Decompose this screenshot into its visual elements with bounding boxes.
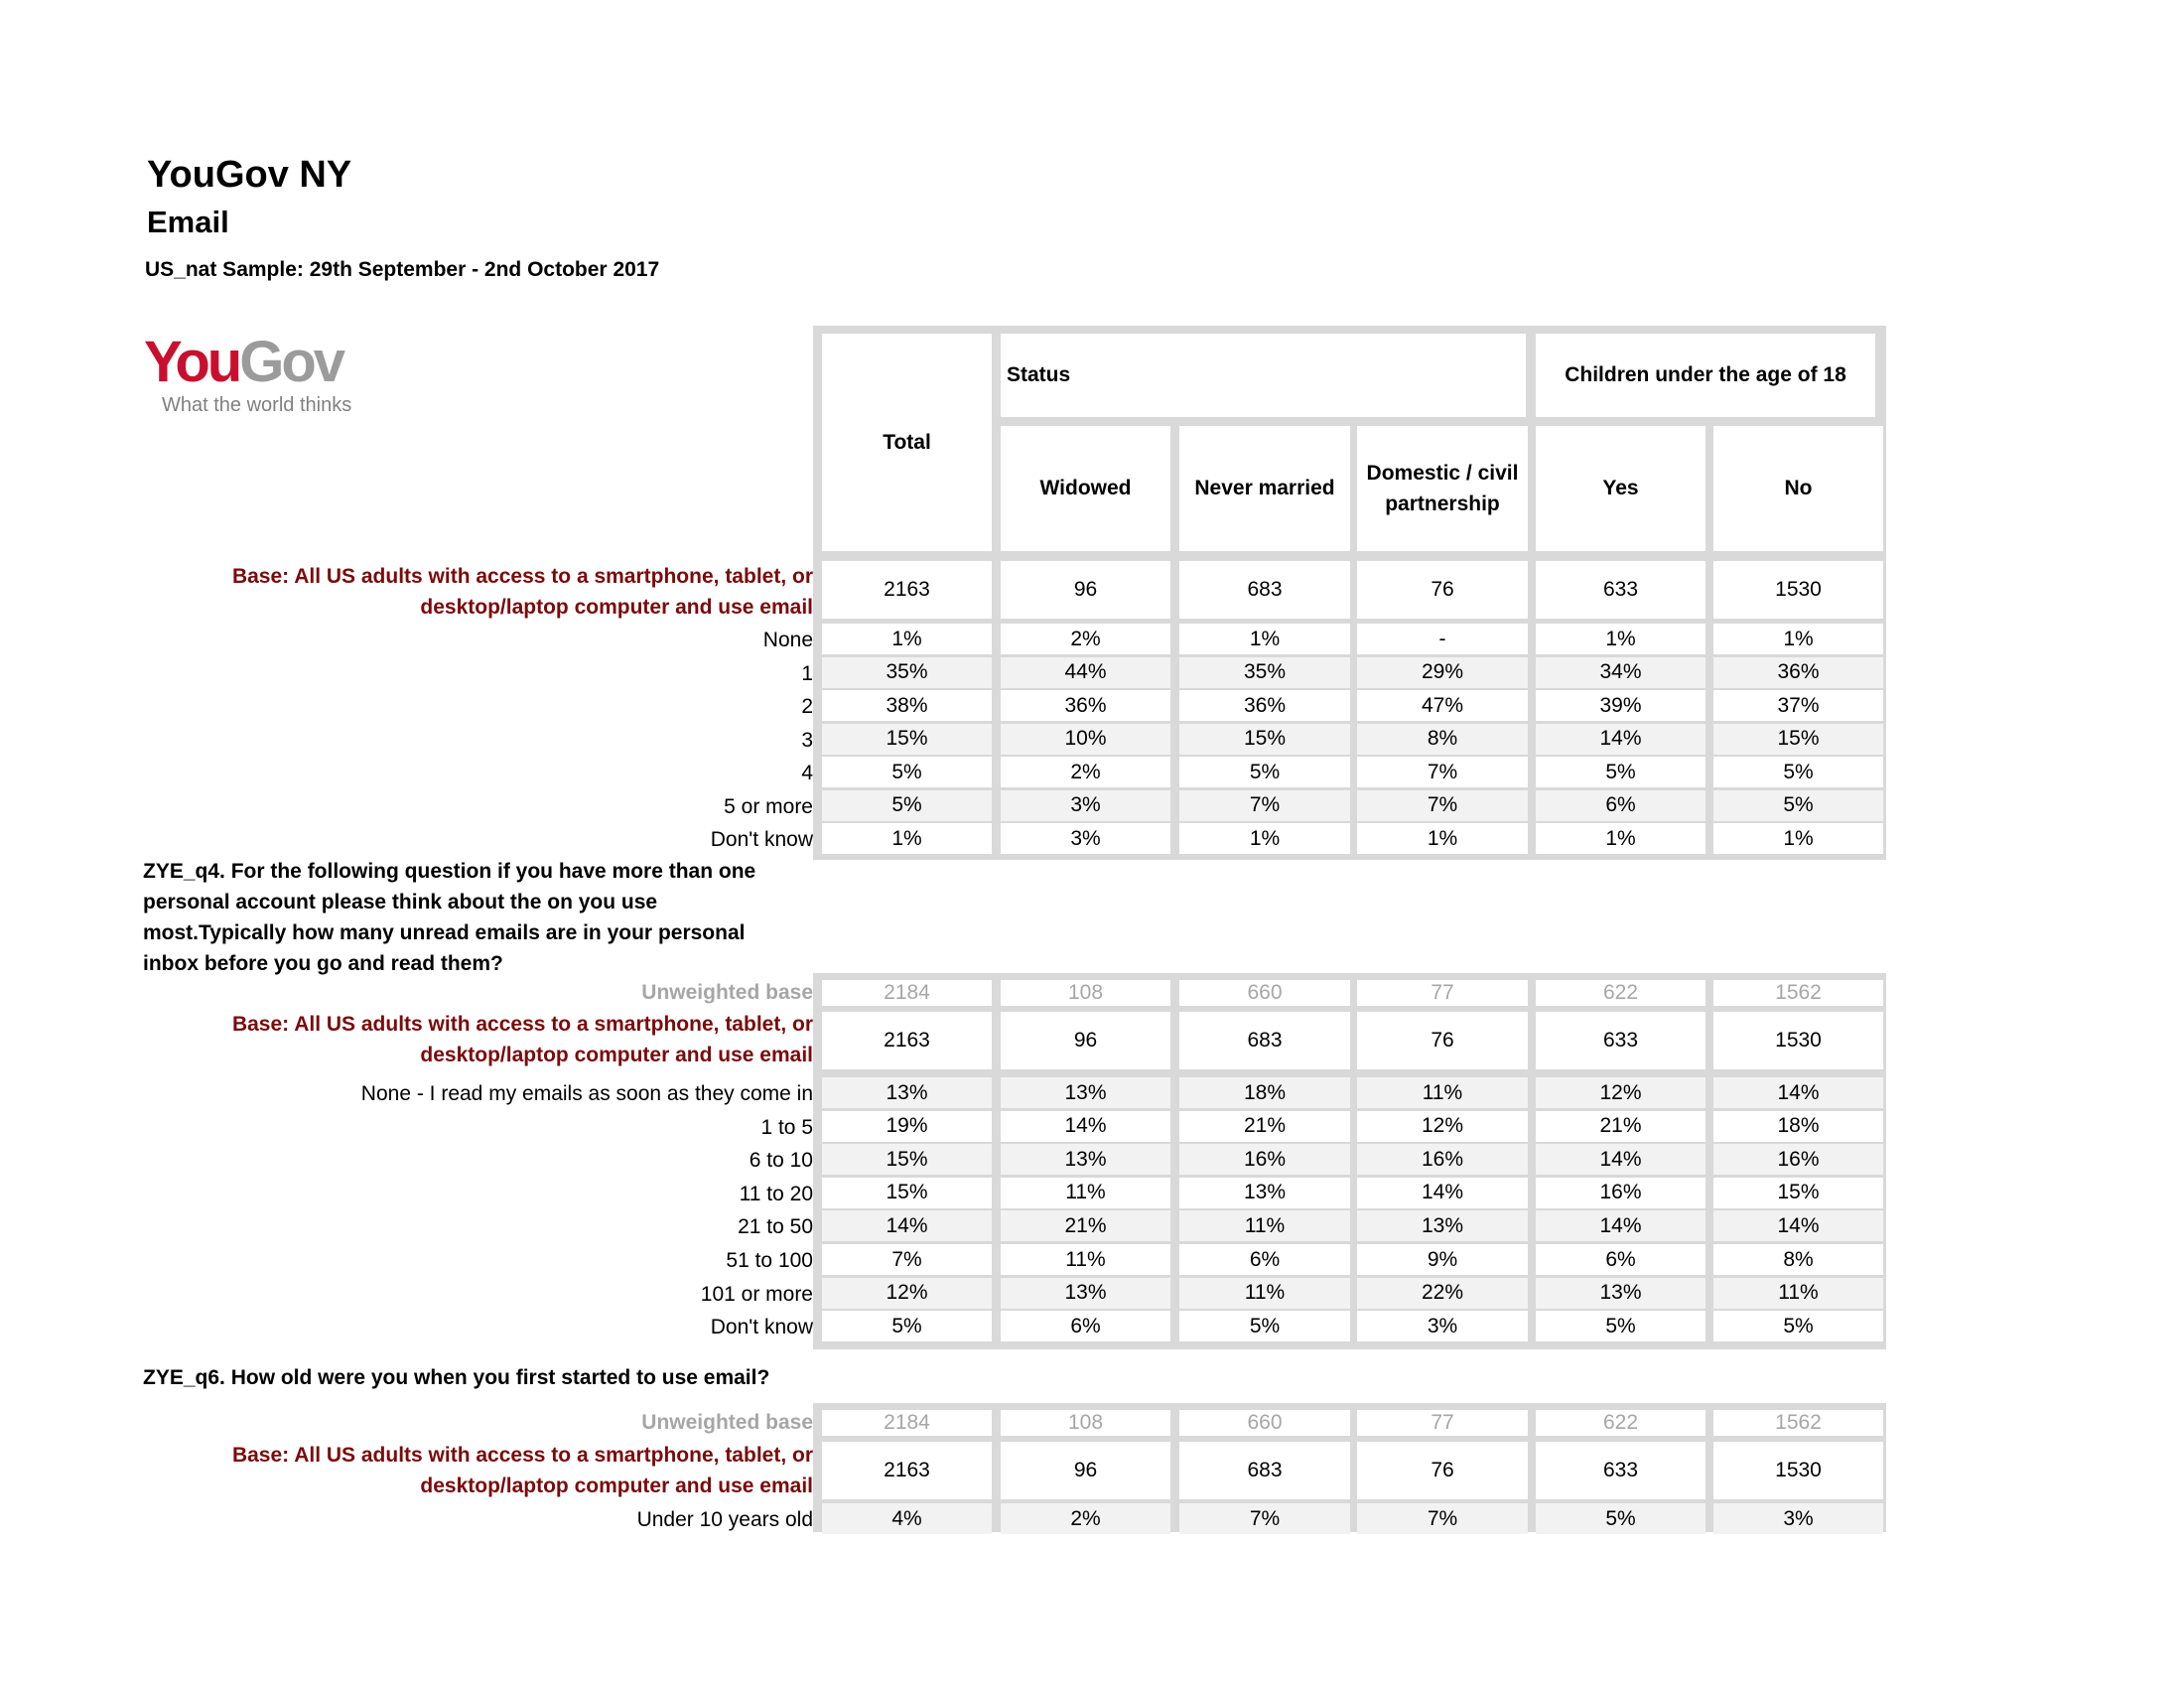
table1-row-cell: 1% xyxy=(1536,624,1706,654)
q6-unweighted-cell: 108 xyxy=(1001,1410,1170,1436)
table1-row-label: 4 xyxy=(801,762,813,784)
q4-row-cell: 11% xyxy=(1001,1178,1170,1208)
q6-unweighted-cell: 77 xyxy=(1357,1410,1528,1436)
q6-unweighted-label: Unweighted base xyxy=(641,1411,813,1434)
sample-description: US_nat Sample: 29th September - 2nd October 2017 xyxy=(145,258,660,281)
table1-row-cell: 29% xyxy=(1357,657,1528,688)
q4-unweighted-cell: 108 xyxy=(1001,980,1170,1006)
q4-row-cell: 13% xyxy=(1357,1210,1528,1241)
q6-base-cell: 76 xyxy=(1357,1442,1528,1499)
q4-row-label: Don't know xyxy=(710,1316,813,1339)
q6-row-cell: 5% xyxy=(1536,1503,1706,1534)
q4-row-cell: 8% xyxy=(1713,1244,1883,1275)
q4-row-cell: 12% xyxy=(822,1278,992,1309)
q4-row-cell: 18% xyxy=(1179,1077,1350,1108)
q4-row-cell: 14% xyxy=(1713,1077,1883,1108)
q4-base-label-line1: Base: All US adults with access to a smartphone, tablet, or xyxy=(231,1013,813,1036)
q4-row-label: 6 to 10 xyxy=(749,1149,813,1173)
table1-row-label: 3 xyxy=(801,728,813,752)
q4-row-cell: 22% xyxy=(1357,1278,1528,1309)
header-yes: Yes xyxy=(1536,426,1706,551)
table1-row-cell: 15% xyxy=(822,724,992,755)
q4-row-cell: 12% xyxy=(1357,1111,1528,1142)
table1-row-cell: 35% xyxy=(822,657,992,688)
table1-row-cell: 5% xyxy=(822,790,992,821)
table1-row-cell: 1% xyxy=(1179,624,1350,654)
q4-unweighted-cell: 2184 xyxy=(822,980,992,1006)
q4-row-cell: 5% xyxy=(1179,1311,1350,1341)
q4-row-cell: 13% xyxy=(1179,1178,1350,1208)
q6-base-cell: 96 xyxy=(1001,1442,1170,1499)
table1-row-cell: 5% xyxy=(1179,757,1350,787)
q4-unweighted-label: Unweighted base xyxy=(641,981,813,1004)
q6-base-cell: 2163 xyxy=(822,1442,992,1499)
table1-row-label: 1 xyxy=(801,661,813,685)
q4-base-cell: 683 xyxy=(1179,1012,1350,1069)
q4-row-cell: 16% xyxy=(1536,1178,1706,1208)
q6-base-label-line1: Base: All US adults with access to a smartphone, tablet, or xyxy=(231,1444,813,1467)
q4-row-cell: 21% xyxy=(1536,1111,1706,1142)
logo-tagline: What the world thinks xyxy=(162,394,352,416)
q6-row-cell: 7% xyxy=(1179,1503,1350,1534)
table1-row-cell: - xyxy=(1357,624,1528,654)
q4-row-label: 101 or more xyxy=(700,1282,813,1306)
q4-row-cell: 6% xyxy=(1179,1244,1350,1275)
q4-row-cell: 5% xyxy=(822,1311,992,1341)
yougov-logo: YouGov What the world thinks xyxy=(144,330,352,416)
q4-question-line: inbox before you go and read them? xyxy=(143,952,503,975)
q4-row-label: 1 to 5 xyxy=(760,1115,813,1139)
q4-row-cell: 14% xyxy=(1357,1178,1528,1208)
q4-row-cell: 14% xyxy=(1713,1210,1883,1241)
table1-row-cell: 5% xyxy=(822,757,992,787)
q4-row-label: None - I read my emails as soon as they come in xyxy=(360,1082,813,1105)
q6-question: ZYE_q6. How old were you when you first started to use email? xyxy=(143,1366,770,1389)
table1-base-cell: 633 xyxy=(1536,561,1706,619)
q4-base-cell: 1530 xyxy=(1713,1012,1883,1069)
table1-row-cell: 2% xyxy=(1001,624,1170,654)
table1-row-cell: 37% xyxy=(1713,690,1883,721)
q4-row-cell: 6% xyxy=(1536,1244,1706,1275)
q6-row-cell: 4% xyxy=(822,1503,992,1534)
q4-question-line: most.Typically how many unread emails are in your personal xyxy=(143,921,746,944)
q4-row-cell: 16% xyxy=(1179,1144,1350,1175)
q4-question-line: ZYE_q4. For the following question if you have more than one xyxy=(143,860,756,883)
table1-row-cell: 36% xyxy=(1001,690,1170,721)
table1-row-cell: 38% xyxy=(822,690,992,721)
table1-row-cell: 5% xyxy=(1536,757,1706,787)
q4-base-cell: 76 xyxy=(1357,1012,1528,1069)
table1-row-cell: 5% xyxy=(1713,757,1883,787)
header-never-married: Never married xyxy=(1179,426,1350,551)
table1-row-label: None xyxy=(762,629,813,651)
q4-row-cell: 13% xyxy=(822,1077,992,1108)
q4-row-cell: 21% xyxy=(1179,1111,1350,1142)
table1-base-cell: 76 xyxy=(1357,561,1528,619)
table1-row-cell: 14% xyxy=(1536,724,1706,755)
table1-row-cell: 8% xyxy=(1357,724,1528,755)
table1-row-cell: 1% xyxy=(1713,624,1883,654)
header-group-status: Status xyxy=(1001,334,1526,417)
q6-row-cell: 2% xyxy=(1001,1503,1170,1534)
table1-row-cell: 5% xyxy=(1713,790,1883,821)
q4-unweighted-cell: 622 xyxy=(1536,980,1706,1006)
table1-row-cell: 47% xyxy=(1357,690,1528,721)
table1-row-cell: 7% xyxy=(1357,790,1528,821)
q6-unweighted-cell: 2184 xyxy=(822,1410,992,1436)
table1-row-cell: 3% xyxy=(1001,823,1170,854)
table1-row-cell: 44% xyxy=(1001,657,1170,688)
table1-row-cell: 34% xyxy=(1536,657,1706,688)
table1-row-cell: 7% xyxy=(1357,757,1528,787)
q4-row-cell: 15% xyxy=(822,1144,992,1175)
header-domestic-line1: Domestic / civil xyxy=(1366,462,1519,485)
q4-base-cell: 633 xyxy=(1536,1012,1706,1069)
page-subtitle: Email xyxy=(147,205,229,239)
q4-row-cell: 13% xyxy=(1001,1077,1170,1108)
q4-row-cell: 13% xyxy=(1001,1144,1170,1175)
table1-row-cell: 1% xyxy=(1357,823,1528,854)
q4-row-cell: 14% xyxy=(1536,1144,1706,1175)
q6-unweighted-cell: 1562 xyxy=(1713,1410,1883,1436)
table1-row-cell: 1% xyxy=(1713,823,1883,854)
header-total: Total xyxy=(822,334,992,551)
header-domestic-line2: partnership xyxy=(1385,492,1500,515)
table1-base-label-line1: Base: All US adults with access to a smartphone, tablet, or xyxy=(231,565,813,588)
q4-row-cell: 13% xyxy=(1536,1278,1706,1309)
table1-row-cell: 1% xyxy=(822,624,992,654)
q4-row-cell: 11% xyxy=(1179,1210,1350,1241)
q4-row-cell: 11% xyxy=(1357,1077,1528,1108)
table1-base-cell: 2163 xyxy=(822,561,992,619)
q6-base-cell: 633 xyxy=(1536,1442,1706,1499)
table1-row-cell: 7% xyxy=(1179,790,1350,821)
q6-base-label-line2: desktop/laptop computer and use email xyxy=(420,1475,813,1497)
header-no: No xyxy=(1713,426,1883,551)
table1-row-cell: 6% xyxy=(1536,790,1706,821)
table1-row-cell: 36% xyxy=(1179,690,1350,721)
header-domestic-partnership xyxy=(1357,426,1528,551)
q6-row-cell: 3% xyxy=(1713,1503,1883,1534)
q4-row-cell: 6% xyxy=(1001,1311,1170,1341)
q4-row-label: 51 to 100 xyxy=(726,1249,813,1272)
q4-unweighted-cell: 1562 xyxy=(1713,980,1883,1006)
q4-base-cell: 96 xyxy=(1001,1012,1170,1069)
header-group-children: Children under the age of 18 xyxy=(1536,334,1875,417)
q4-question-line: personal account please think about the on you use xyxy=(143,891,658,914)
q4-row-cell: 13% xyxy=(1001,1278,1170,1309)
q4-row-cell: 18% xyxy=(1713,1111,1883,1142)
table1-row-cell: 1% xyxy=(822,823,992,854)
table1-row-cell: 15% xyxy=(1179,724,1350,755)
table1-row-label: 2 xyxy=(801,695,813,718)
q4-row-cell: 21% xyxy=(1001,1210,1170,1241)
q4-row-cell: 7% xyxy=(822,1244,992,1275)
q4-row-cell: 15% xyxy=(822,1178,992,1208)
q4-row-cell: 5% xyxy=(1713,1311,1883,1341)
q6-unweighted-cell: 622 xyxy=(1536,1410,1706,1436)
q4-row-cell: 16% xyxy=(1713,1144,1883,1175)
q4-row-cell: 11% xyxy=(1001,1244,1170,1275)
table1-row-cell: 36% xyxy=(1713,657,1883,688)
table1-row-cell: 1% xyxy=(1179,823,1350,854)
table1-row-cell: 3% xyxy=(1001,790,1170,821)
q6-unweighted-cell: 660 xyxy=(1179,1410,1350,1436)
table1-base-cell: 1530 xyxy=(1713,561,1883,619)
table1-row-cell: 39% xyxy=(1536,690,1706,721)
q4-row-cell: 3% xyxy=(1357,1311,1528,1341)
q4-row-cell: 5% xyxy=(1536,1311,1706,1341)
table1-row-label: Don't know xyxy=(710,828,813,851)
header-widowed: Widowed xyxy=(1001,426,1170,551)
q4-row-cell: 11% xyxy=(1179,1278,1350,1309)
table1-base-cell: 683 xyxy=(1179,561,1350,619)
table1-row-cell: 2% xyxy=(1001,757,1170,787)
table1-row-cell: 10% xyxy=(1001,724,1170,755)
q4-row-cell: 9% xyxy=(1357,1244,1528,1275)
q4-unweighted-cell: 77 xyxy=(1357,980,1528,1006)
q4-row-cell: 15% xyxy=(1713,1178,1883,1208)
q4-row-cell: 14% xyxy=(1001,1111,1170,1142)
table1-base-label-line2: desktop/laptop computer and use email xyxy=(420,596,813,619)
page-title: YouGov NY xyxy=(147,154,352,196)
q4-row-cell: 16% xyxy=(1357,1144,1528,1175)
q6-row-cell: 7% xyxy=(1357,1503,1528,1534)
table1-row-cell: 15% xyxy=(1713,724,1883,755)
table1-base-cell: 96 xyxy=(1001,561,1170,619)
q4-row-cell: 14% xyxy=(1536,1210,1706,1241)
table1-row-label: 5 or more xyxy=(724,794,813,818)
q4-unweighted-cell: 660 xyxy=(1179,980,1350,1006)
q4-row-label: 21 to 50 xyxy=(738,1215,813,1239)
q6-base-cell: 1530 xyxy=(1713,1442,1883,1499)
q4-row-cell: 14% xyxy=(822,1210,992,1241)
q4-row-label: 11 to 20 xyxy=(739,1182,813,1205)
q6-base-cell: 683 xyxy=(1179,1442,1350,1499)
q4-row-cell: 12% xyxy=(1536,1077,1706,1108)
q4-row-cell: 19% xyxy=(822,1111,992,1142)
q4-base-cell: 2163 xyxy=(822,1012,992,1069)
q4-row-cell: 11% xyxy=(1713,1278,1883,1309)
q4-base-label-line2: desktop/laptop computer and use email xyxy=(420,1044,813,1066)
table1-row-cell: 1% xyxy=(1536,823,1706,854)
table1-row-cell: 35% xyxy=(1179,657,1350,688)
q6-row-label: Under 10 years old xyxy=(636,1508,813,1531)
